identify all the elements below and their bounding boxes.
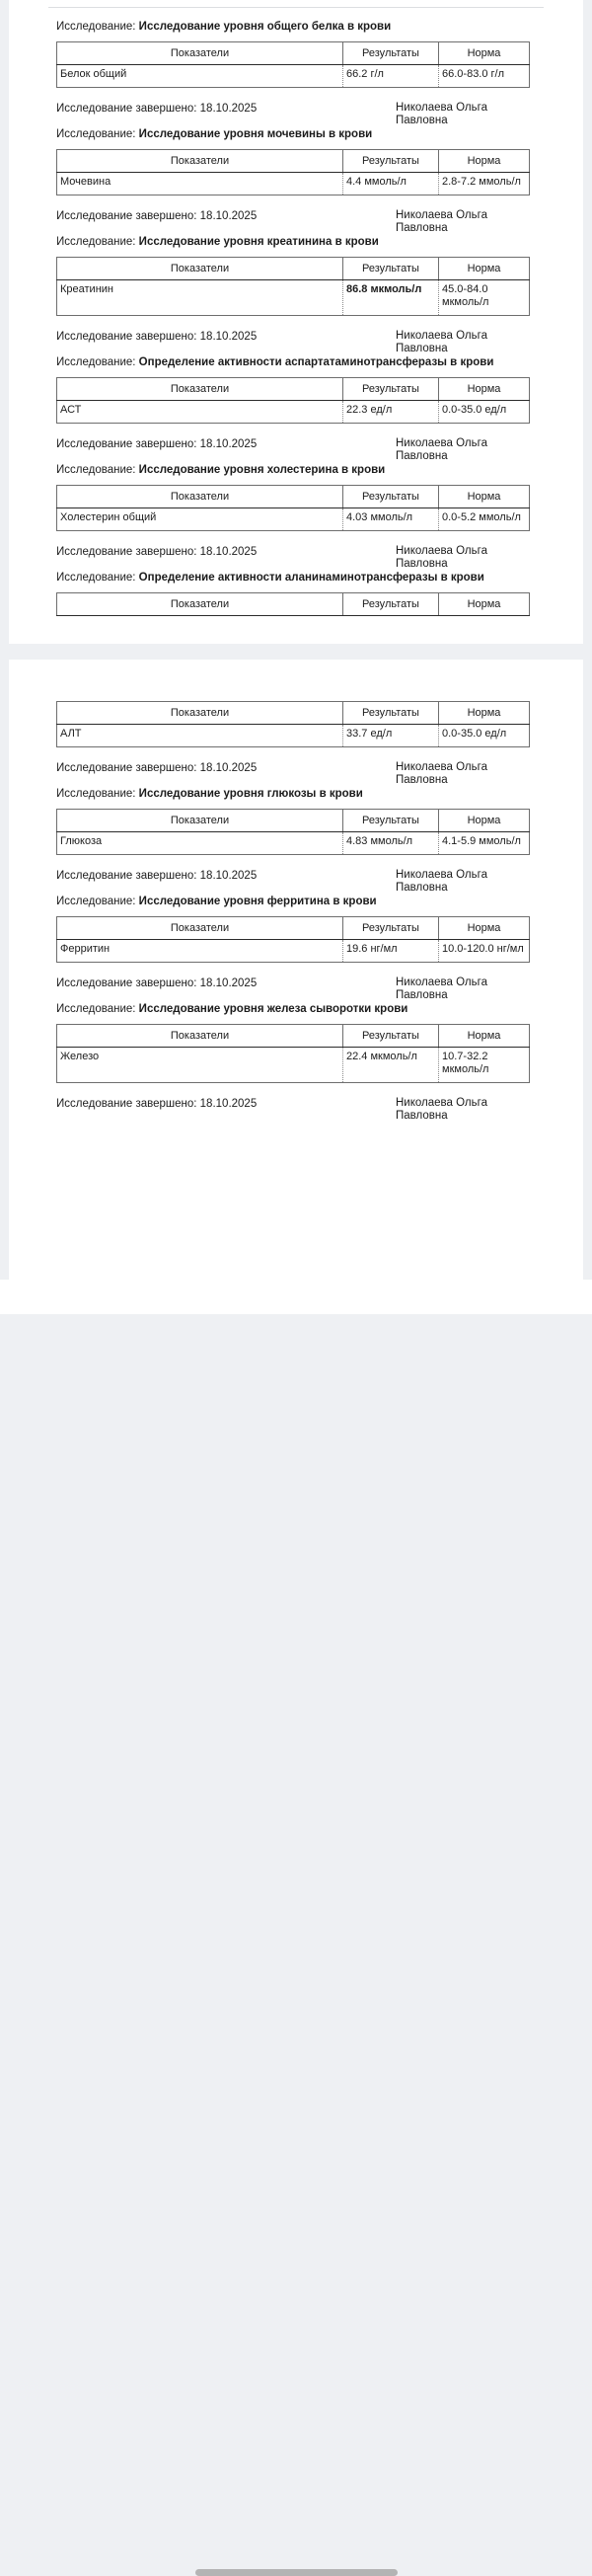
cell-indicator: Белок общий <box>57 65 343 88</box>
column-header-result: Результаты <box>343 258 439 280</box>
cell-norm: 66.0-83.0 г/л <box>439 65 530 88</box>
cell-indicator: Холестерин общий <box>57 508 343 531</box>
cell-norm: 4.1-5.9 ммоль/л <box>439 832 530 855</box>
study-title-label: Исследование: <box>56 572 136 584</box>
cell-norm: 10.7-32.2 мкмоль/л <box>439 1048 530 1083</box>
pages-container <box>0 0 592 1280</box>
document-page <box>9 660 583 1280</box>
doctor-name: Николаева Ольга Павловна <box>396 869 487 894</box>
table-header-row <box>57 42 530 65</box>
horizontal-scrollbar-thumb[interactable] <box>195 2569 398 2576</box>
cell-norm: 2.8-7.2 ммоль/л <box>439 173 530 195</box>
study-title <box>56 235 544 250</box>
study-title-label: Исследование: <box>56 236 136 248</box>
column-header-result: Результаты <box>343 1025 439 1048</box>
study-title <box>56 20 544 35</box>
cell-result: 33.7 ед/л <box>343 725 439 747</box>
table-row <box>57 280 530 316</box>
study-section <box>56 20 544 127</box>
cell-indicator: Ферритин <box>57 940 343 963</box>
study-section <box>56 787 544 895</box>
results-table <box>56 916 530 963</box>
page-top-padding <box>56 660 544 701</box>
table-header-row <box>57 1025 530 1048</box>
study-section <box>56 701 544 787</box>
doctor-name: Николаева Ольга Павловна <box>396 1097 487 1122</box>
column-header-result: Результаты <box>343 42 439 65</box>
completion-date: Исследование завершено: 18.10.2025 <box>56 210 258 222</box>
completion-date: Исследование завершено: 18.10.2025 <box>56 438 258 450</box>
doctor-name: Николаева Ольга Павловна <box>396 437 487 462</box>
results-table <box>56 41 530 88</box>
study-title-label: Исследование: <box>56 464 136 476</box>
study-title <box>56 463 544 478</box>
column-header-indicator: Показатели <box>57 1025 343 1048</box>
study-title-label: Исследование: <box>56 21 136 33</box>
study-section <box>56 127 544 235</box>
completion-row <box>56 869 544 895</box>
completion-date: Исследование завершено: 18.10.2025 <box>56 1098 258 1110</box>
completion-date: Исследование завершено: 18.10.2025 <box>56 977 258 989</box>
completion-row <box>56 545 544 571</box>
horizontal-scrollbar-track[interactable] <box>0 1280 592 1314</box>
cell-indicator: АСТ <box>57 401 343 424</box>
table-row <box>57 65 530 88</box>
table-header-row <box>57 702 530 725</box>
table-row <box>57 725 530 747</box>
table-header-row <box>57 810 530 832</box>
cell-result: 4.03 ммоль/л <box>343 508 439 531</box>
study-title-label: Исследование: <box>56 128 136 140</box>
doctor-name: Николаева Ольга Павловна <box>396 976 487 1001</box>
cell-indicator: Креатинин <box>57 280 343 316</box>
completion-row <box>56 761 544 787</box>
completion-row <box>56 330 544 355</box>
table-header-row <box>57 258 530 280</box>
cell-indicator: Мочевина <box>57 173 343 195</box>
table-header-row <box>57 150 530 173</box>
left-gutter <box>0 0 9 1280</box>
study-title-label: Исследование: <box>56 896 136 907</box>
cell-norm: 0.0-35.0 ед/л <box>439 725 530 747</box>
column-header-indicator: Показатели <box>57 486 343 508</box>
column-header-indicator: Показатели <box>57 150 343 173</box>
column-header-result: Результаты <box>343 810 439 832</box>
results-table <box>56 809 530 855</box>
column-header-indicator: Показатели <box>57 42 343 65</box>
column-header-norm: Норма <box>439 810 530 832</box>
study-title-name: Исследование уровня мочевины в крови <box>138 128 373 140</box>
column-header-indicator: Показатели <box>57 917 343 940</box>
column-header-indicator: Показатели <box>57 702 343 725</box>
completion-date: Исследование завершено: 18.10.2025 <box>56 870 258 882</box>
study-title-name: Определение активности аланинаминотрансферазы в крови <box>138 572 484 584</box>
column-header-result: Результаты <box>343 593 439 616</box>
column-header-result: Результаты <box>343 378 439 401</box>
study-title-name: Исследование уровня железа сыворотки крови <box>138 1003 408 1015</box>
completion-row <box>56 209 544 235</box>
cell-result: 19.6 нг/мл <box>343 940 439 963</box>
cell-norm: 0.0-35.0 ед/л <box>439 401 530 424</box>
column-header-indicator: Показатели <box>57 593 343 616</box>
study-title <box>56 127 544 142</box>
top-divider <box>48 7 544 8</box>
cell-result: 22.4 мкмоль/л <box>343 1048 439 1083</box>
column-header-result: Результаты <box>343 150 439 173</box>
column-header-norm: Норма <box>439 150 530 173</box>
study-title-label: Исследование: <box>56 788 136 800</box>
table-row <box>57 940 530 963</box>
table-row <box>57 1048 530 1083</box>
table-row <box>57 832 530 855</box>
study-title-label: Исследование: <box>56 1003 136 1015</box>
cell-indicator: АЛТ <box>57 725 343 747</box>
study-title-name: Исследование уровня холестерина в крови <box>138 464 386 476</box>
doctor-name: Николаева Ольга Павловна <box>396 761 487 786</box>
study-title-name: Исследование уровня креатинина в крови <box>138 236 379 248</box>
study-title <box>56 571 544 585</box>
column-header-norm: Норма <box>439 258 530 280</box>
cell-result: 4.4 ммоль/л <box>343 173 439 195</box>
results-table <box>56 257 530 316</box>
results-table <box>56 377 530 424</box>
right-gutter <box>583 0 592 1280</box>
cell-indicator: Железо <box>57 1048 343 1083</box>
cell-result: 66.2 г/л <box>343 65 439 88</box>
study-section <box>56 895 544 1002</box>
column-header-norm: Норма <box>439 917 530 940</box>
column-header-norm: Норма <box>439 486 530 508</box>
cell-result: 86.8 мкмоль/л <box>343 280 439 316</box>
table-header-row <box>57 378 530 401</box>
document-viewport[interactable] <box>0 0 592 1280</box>
cell-result: 4.83 ммоль/л <box>343 832 439 855</box>
completion-date: Исследование завершено: 18.10.2025 <box>56 762 258 774</box>
column-header-indicator: Показатели <box>57 258 343 280</box>
doctor-name: Николаева Ольга Павловна <box>396 330 487 354</box>
cell-indicator: Глюкоза <box>57 832 343 855</box>
completion-row <box>56 976 544 1002</box>
completion-row <box>56 437 544 463</box>
results-table <box>56 485 530 531</box>
column-header-result: Результаты <box>343 702 439 725</box>
table-header-row <box>57 917 530 940</box>
study-section <box>56 1002 544 1123</box>
table-row <box>57 401 530 424</box>
study-title <box>56 355 544 370</box>
table-header-row <box>57 486 530 508</box>
study-title-name: Исследование уровня общего белка в крови <box>138 21 392 33</box>
study-section <box>56 463 544 571</box>
study-title-label: Исследование: <box>56 356 136 368</box>
column-header-norm: Норма <box>439 593 530 616</box>
cell-norm: 0.0-5.2 ммоль/л <box>439 508 530 531</box>
study-title-name: Исследование уровня ферритина в крови <box>138 896 377 907</box>
cell-norm: 10.0-120.0 нг/мл <box>439 940 530 963</box>
study-title-name: Исследование уровня глюкозы в крови <box>138 788 363 800</box>
study-title <box>56 787 544 802</box>
column-header-result: Результаты <box>343 917 439 940</box>
column-header-indicator: Показатели <box>57 378 343 401</box>
study-section <box>56 355 544 463</box>
column-header-norm: Норма <box>439 702 530 725</box>
column-header-indicator: Показатели <box>57 810 343 832</box>
column-header-norm: Норма <box>439 1025 530 1048</box>
column-header-norm: Норма <box>439 42 530 65</box>
doctor-name: Николаева Ольга Павловна <box>396 545 487 570</box>
completion-date: Исследование завершено: 18.10.2025 <box>56 546 258 558</box>
study-section <box>56 571 544 616</box>
column-header-norm: Норма <box>439 378 530 401</box>
document-page <box>9 0 583 644</box>
doctor-name: Николаева Ольга Павловна <box>396 102 487 126</box>
column-header-result: Результаты <box>343 486 439 508</box>
study-section <box>56 235 544 355</box>
results-table <box>56 701 530 747</box>
study-title <box>56 1002 544 1017</box>
results-table <box>56 1024 530 1083</box>
results-table <box>56 592 530 616</box>
completion-date: Исследование завершено: 18.10.2025 <box>56 103 258 115</box>
table-row <box>57 173 530 195</box>
completion-row <box>56 1097 544 1123</box>
page-top-padding <box>56 0 544 20</box>
cell-norm: 45.0-84.0 мкмоль/л <box>439 280 530 316</box>
page-separator <box>0 644 592 660</box>
completion-date: Исследование завершено: 18.10.2025 <box>56 331 258 343</box>
results-table <box>56 149 530 195</box>
study-title <box>56 895 544 909</box>
completion-row <box>56 102 544 127</box>
table-row <box>57 508 530 531</box>
study-title-name: Определение активности аспартатаминотрансферазы в крови <box>138 356 494 368</box>
doctor-name: Николаева Ольга Павловна <box>396 209 487 234</box>
cell-result: 22.3 ед/л <box>343 401 439 424</box>
table-header-row <box>57 593 530 616</box>
